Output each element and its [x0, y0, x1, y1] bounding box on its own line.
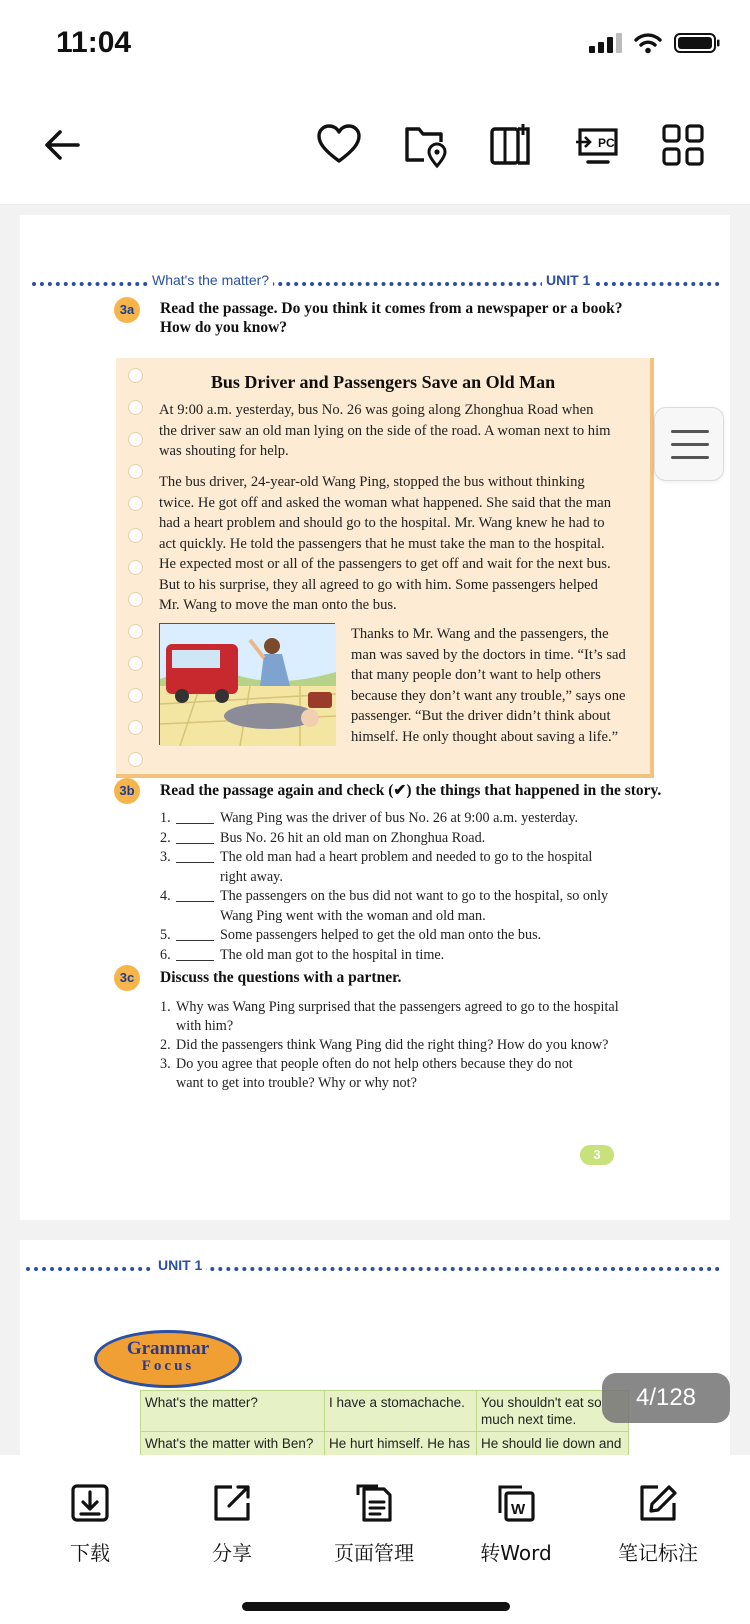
- menu-icon: [671, 430, 709, 433]
- status-icons: [588, 32, 720, 54]
- instruction-3a: Read the passage. Do you think it comes from a newspaper or a book? How do you know?: [160, 300, 623, 336]
- wifi-icon: [634, 32, 662, 54]
- top-toolbar: [0, 90, 750, 205]
- section-badge-3b: 3b: [114, 778, 140, 804]
- checklist-3b: [160, 809, 640, 965]
- svg-text:PC: PC: [598, 136, 615, 150]
- side-menu-button[interactable]: [654, 407, 724, 481]
- unit-topic-header: What's the matter?: [148, 272, 273, 288]
- binder-ring: [128, 656, 143, 671]
- menu-icon: [671, 456, 709, 459]
- section-badge-3c: 3c: [114, 965, 140, 991]
- favorite-heart-icon[interactable]: [316, 122, 362, 168]
- binder-ring: [128, 592, 143, 607]
- word-icon: [496, 1483, 536, 1523]
- download-icon: [70, 1483, 110, 1523]
- header-dotline: [26, 1267, 720, 1271]
- binder-ring: [128, 624, 143, 639]
- instruction-3c: Discuss the questions with a partner.: [160, 969, 402, 986]
- section-badge-3a: 3a: [114, 297, 140, 323]
- checklist-item: 3. The old man had a heart problem and needed to go to the hospital right away.: [160, 849, 593, 885]
- binder-ring: [128, 400, 143, 415]
- folder-location-icon[interactable]: [402, 122, 448, 168]
- binder-ring: [128, 464, 143, 479]
- question-item: 1. Why was Wang Ping surprised that the passengers agreed to go to the hospital with him?: [160, 999, 619, 1034]
- instruction-3b: Read the passage again and check (✔) the things that happened in the story.: [160, 782, 662, 799]
- download-button[interactable]: 下载: [30, 1483, 150, 1566]
- edit-note-icon: [638, 1483, 678, 1523]
- pc-screen-icon[interactable]: [574, 122, 620, 168]
- story-paragraph-1: At 9:00 a.m. yesterday, bus No. 26 was going along Zhonghua Road when the driver saw an old man lying on the side of the road. A woman next to him was shouting for help.: [159, 402, 611, 459]
- bottom-action-bar: [0, 1455, 750, 1624]
- status-time: 11:04: [56, 26, 132, 59]
- unit-header: UNIT 1: [542, 272, 594, 288]
- share-button[interactable]: 分享: [172, 1483, 292, 1566]
- binder-ring: [128, 720, 143, 735]
- document-page-1: [20, 215, 730, 1220]
- checklist-item: 4. The passengers on the bus did not want to go to the hospital, so only Wang Ping went with the woman and old man.: [160, 888, 609, 924]
- answer-blank[interactable]: [176, 946, 214, 961]
- binder-ring: [128, 560, 143, 575]
- unit-header: UNIT 1: [154, 1257, 206, 1273]
- question-item: 2. Did the passengers think Wang Ping did the right thing? How do you know?: [160, 1037, 609, 1053]
- checklist-item: 5. Some passengers helped to get the old man onto the bus.: [160, 927, 542, 943]
- answer-blank[interactable]: [176, 926, 214, 941]
- checklist-item: 6. The old man got to the hospital in time.: [160, 946, 445, 963]
- split-page-icon[interactable]: [488, 122, 534, 168]
- checklist-item: 2. Bus No. 26 hit an old man on Zhonghua Road.: [160, 829, 486, 846]
- grid-menu-icon[interactable]: [660, 122, 706, 168]
- binder-ring: [128, 432, 143, 447]
- question-item: 3. Do you agree that people often do not help others because they do not want to get into trouble? Why or why not?: [160, 1056, 573, 1091]
- back-arrow-icon[interactable]: [40, 122, 86, 168]
- binder-ring: [128, 688, 143, 703]
- notes-annotate-button[interactable]: 笔记标注: [598, 1483, 718, 1566]
- bus-accident-illustration: [159, 623, 335, 745]
- story-paragraph-2: The bus driver, 24-year-old Wang Ping, stopped the bus without thinking twice. He got off and asked the woman what happened. She said that the man had a heart problem and should go to the hospital. Mr. Wang knew he had to act quickly. He told the passengers that he must take the man to the hospital. He expected most or all of the passengers to get off and wait for the next bus. But to his surprise, they all agreed to go with him. Some passengers helped Mr. Wang to move the man onto the bus.: [159, 474, 612, 613]
- story-paragraph-3: Thanks to Mr. Wang and the passengers, the man was saved by the doctors in time. “It’s sad that many people don’t want to help others because they don’t want any trouble,” says one passenger. “But the driver didn’t think about himself. He only thought about saving a life.”: [351, 626, 626, 745]
- convert-word-button[interactable]: W 转Word: [456, 1483, 576, 1566]
- answer-blank[interactable]: [176, 887, 214, 902]
- home-indicator: [242, 1602, 510, 1611]
- binder-ring: [128, 528, 143, 543]
- page-number-badge: 3: [580, 1145, 614, 1165]
- status-bar: [0, 0, 750, 90]
- menu-icon: [671, 443, 709, 446]
- battery-icon: [674, 32, 720, 54]
- story-title: Bus Driver and Passengers Save an Old Man: [210, 372, 556, 392]
- story-box: [116, 358, 654, 778]
- answer-blank[interactable]: [176, 809, 214, 824]
- discussion-questions: [160, 998, 640, 1093]
- page-manage-icon: [354, 1483, 394, 1523]
- page-manage-button[interactable]: 页面管理: [314, 1483, 434, 1566]
- checklist-item: 1. Wang Ping was the driver of bus No. 26 at 9:00 a.m. yesterday.: [160, 810, 579, 826]
- grammar-focus-logo: Grammar Focus: [94, 1330, 242, 1388]
- signal-icon: [588, 32, 622, 54]
- header-dotline: [32, 282, 720, 286]
- binder-ring: [128, 752, 143, 767]
- table-row: What's the matter? I have a stomachache. You shouldn't eat so much next time.: [141, 1391, 629, 1432]
- svg-text:W: W: [511, 1501, 526, 1518]
- binder-ring: [128, 496, 143, 511]
- table-row: What's the matter with Ben? He hurt himself. He has He should lie down and: [141, 1432, 629, 1473]
- page-counter: 4/128: [602, 1373, 730, 1423]
- answer-blank[interactable]: [176, 829, 214, 844]
- answer-blank[interactable]: [176, 848, 214, 863]
- share-icon: [212, 1483, 252, 1523]
